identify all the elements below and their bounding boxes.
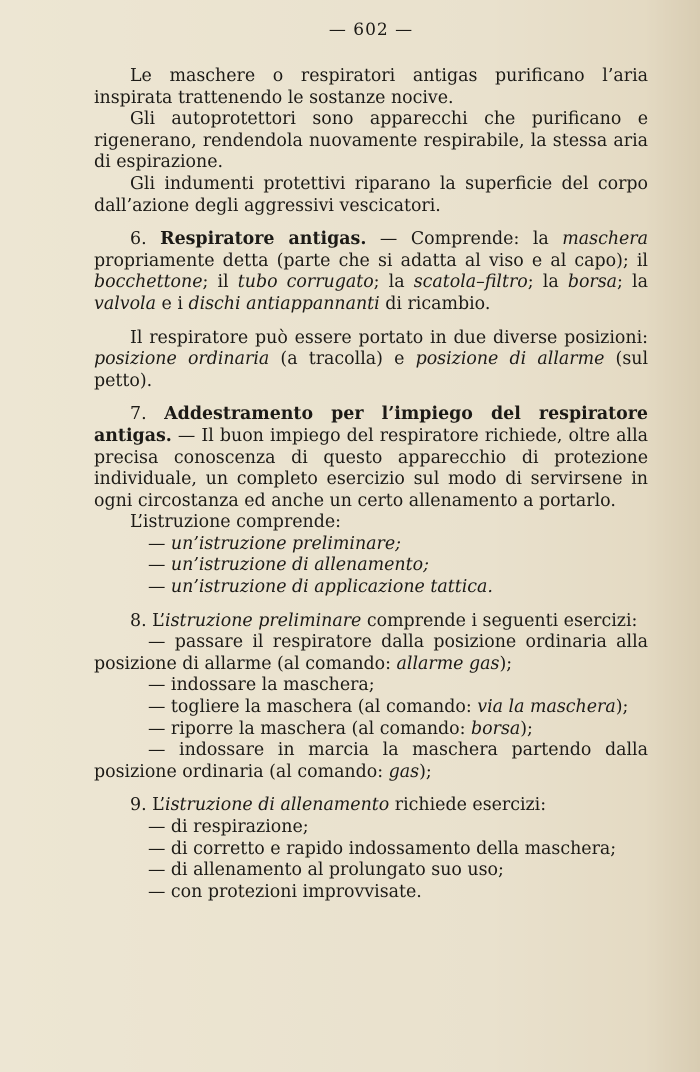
paragraph-instruction-includes: L’istruzione comprende: xyxy=(130,512,342,533)
text-run: ); xyxy=(419,761,432,782)
text-run: e i xyxy=(155,293,189,314)
italic-term: bocchettone xyxy=(94,272,203,293)
list-item: — di allenamento al prolungato suo uso; xyxy=(148,860,504,881)
section-7 xyxy=(94,404,648,512)
dash: — xyxy=(148,533,171,554)
italic-term: maschera xyxy=(562,229,648,250)
text-run: richiede esercizi: xyxy=(389,795,547,816)
text-run: — togliere la maschera (al comando: xyxy=(148,697,478,718)
list-item xyxy=(94,577,648,599)
text-run: L’ xyxy=(146,610,166,631)
text-run: ); xyxy=(520,718,533,739)
text-run: (sul petto). xyxy=(94,349,649,391)
italic-term: posizione ordinaria xyxy=(94,349,270,370)
italic-term: dischi antiappannanti xyxy=(188,293,380,314)
list-item: — con protezioni improvvisate. xyxy=(148,881,422,902)
italic-term: tubo corrugato xyxy=(237,272,374,293)
italic-term: borsa xyxy=(567,272,618,293)
text-run: — indossare la maschera; xyxy=(148,675,375,696)
text-run: di ricambio. xyxy=(379,293,491,314)
italic-term: scatola–filtro xyxy=(413,272,528,293)
section-9 xyxy=(94,795,648,817)
section-8 xyxy=(94,611,648,633)
text-run: — Il buon impiego del respiratore richiede, oltre alla precisa conoscenza di questo apparecchio di protezione individuale, un completo esercizio sul modo di servirsene in ogni circostanza ed anche un certo allenamento a portarlo. xyxy=(94,425,648,511)
section-number: 6. xyxy=(130,229,147,250)
paragraph-masks: Le maschere o respiratori antigas purificano l’aria inspirata trattenendo le sostanze nocive. xyxy=(94,66,648,108)
list-item: — di respirazione; xyxy=(148,817,309,837)
section-number: 9. xyxy=(130,795,147,816)
italic-term: istruzione preliminare xyxy=(165,610,362,631)
list-item xyxy=(94,675,648,697)
list-item xyxy=(94,697,648,719)
text-run: — riporre la maschera (al comando: xyxy=(148,718,472,739)
paragraph-autoprotectors: Gli autoprotettori sono apparecchi che purificano e rigenerano, rendendola nuovamente respirabile, la stessa aria di espirazione. xyxy=(94,109,648,173)
paragraph-protective-clothing: Gli indumenti protettivi riparano la superficie del corpo dall’azione degli aggressivi vescicatori. xyxy=(94,173,648,216)
italic-term: posizione di allarme xyxy=(415,349,605,370)
section-number: 7. xyxy=(130,404,147,425)
paragraph-positions xyxy=(94,328,648,393)
text-run: ; la xyxy=(527,272,568,293)
section-title: Respiratore antigas. xyxy=(160,229,367,250)
text-run: L’ xyxy=(146,795,166,816)
list-item-text: un’istruzione preliminare; xyxy=(170,533,401,554)
dash: — xyxy=(148,577,171,598)
list-item xyxy=(94,555,648,577)
list-item xyxy=(94,719,648,741)
list-item xyxy=(94,740,648,783)
text-run: — passare il respiratore dalla posizione ordinaria alla posizione di allarme (al comando: xyxy=(94,632,648,674)
section-6 xyxy=(94,229,648,315)
text-run: comprende i seguenti esercizi: xyxy=(361,610,638,631)
text-run: ; la xyxy=(617,272,648,293)
page-number: — 602 — xyxy=(328,20,414,40)
italic-term: istruzione di allenamento xyxy=(165,795,390,816)
section-title: Addestramento per l’impiego del respiratore antigas. xyxy=(94,404,648,446)
text-run: ; la xyxy=(373,272,414,293)
dash: — xyxy=(148,555,171,576)
text-run: (a tracolla) e xyxy=(269,349,416,370)
text-run: — Comprende: la xyxy=(366,229,563,250)
italic-term: valvola xyxy=(94,293,156,314)
list-item xyxy=(94,534,648,556)
text-run: Il respiratore può essere portato in due diverse posizioni: xyxy=(130,327,648,348)
italic-term: borsa xyxy=(471,718,521,739)
italic-term: allarme gas xyxy=(396,653,500,674)
text-run: ; il xyxy=(202,272,238,293)
text-run: propriamente detta (parte che si adatta al viso e al capo); il xyxy=(94,250,648,271)
italic-term: via la maschera xyxy=(477,697,616,718)
text-run: ); xyxy=(499,653,513,674)
section-number: 8. xyxy=(130,610,147,631)
list-item: — di corretto e rapido indossamento della maschera; xyxy=(148,838,617,859)
italic-term: gas xyxy=(388,761,420,782)
text-run: ); xyxy=(615,697,629,718)
list-item-text: un’istruzione di allenamento; xyxy=(170,555,429,576)
list-item xyxy=(94,632,648,675)
text-run: — indossare in marcia la maschera partendo dalla posizione ordinaria (al comando: xyxy=(94,740,648,782)
list-item-text: un’istruzione di applicazione tattica. xyxy=(170,577,493,598)
